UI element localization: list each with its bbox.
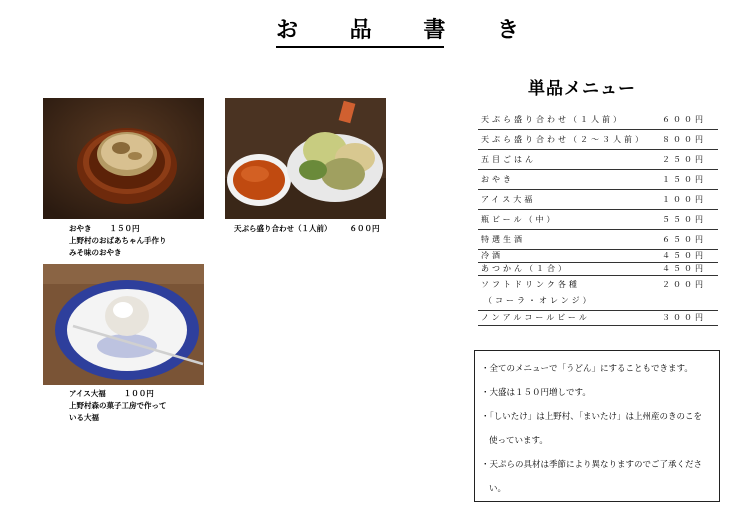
menu-row: [478, 263, 718, 276]
note-item: [481, 381, 713, 405]
menu-item-price: ４５０円: [662, 251, 706, 260]
menu-item-price: ６５０円: [662, 235, 706, 244]
menu-item-price: ４５０円: [662, 264, 706, 273]
menu-item-name: （コーラ・オレンジ）: [484, 296, 594, 305]
menu-item-price: ５５０円: [662, 215, 706, 224]
menu-row: [478, 210, 718, 230]
menu-row: [478, 170, 718, 190]
notes-box: [474, 350, 720, 502]
note-text: ・「しいたけ」は上野村、「まいたけ」は上州産のきのこを: [481, 412, 703, 422]
menu-item-price: ６００円: [662, 115, 706, 124]
menu-row: [478, 190, 718, 210]
tempura-caption: [234, 223, 380, 235]
note-text: ・全てのメニューで「うどん」にすることもできます。: [481, 364, 693, 374]
menu-item-price: ２５０円: [662, 155, 706, 164]
menu-item-name: アイス大福: [481, 195, 536, 204]
oyaki-desc-line: 上野村のおばあちゃん手作り: [69, 236, 167, 245]
oyaki-desc-line: みそ味のおやき: [69, 248, 122, 257]
menu-item-price: ３００円: [662, 313, 706, 322]
menu-item-name: 冷酒: [481, 251, 503, 260]
oyaki-price: １５０円: [109, 224, 140, 233]
note-item: [481, 453, 713, 501]
tempura-price: ６００円: [349, 224, 380, 233]
menu-item-name: おやき: [481, 175, 514, 184]
menu-item-name: 瓶ビール（中）: [481, 215, 558, 224]
menu-item-price: １５０円: [662, 175, 706, 184]
menu-row: [478, 276, 718, 311]
menu-row: [478, 110, 718, 130]
ice-daifuku-photo: [43, 264, 204, 385]
note-item: [481, 357, 713, 381]
oyaki-caption: [69, 223, 167, 259]
menu-row: [478, 150, 718, 170]
ice-daifuku-desc-line: 上野村森の菓子工房で作って: [69, 401, 167, 410]
page-title: お 品 書 き: [276, 16, 444, 48]
menu-row: [478, 230, 718, 250]
menu-row: [478, 250, 718, 263]
ice-daifuku-name: アイス大福: [69, 389, 106, 398]
menu-item-name: あつかん（１合）: [481, 264, 569, 273]
menu-table: [478, 110, 718, 326]
menu-item-name: 五目ごはん: [481, 155, 536, 164]
menu-row: [478, 130, 718, 150]
note-text: ・大盛は１５０円増しです。: [481, 388, 591, 398]
note-text: ・天ぷらの具材は季節により異なりますのでご了承くださ: [481, 460, 703, 470]
menu-item-name: 特選生酒: [481, 235, 525, 244]
menu-item-name: 天ぷら盛り合わせ（１人前）: [481, 115, 624, 124]
menu-item-price: ８００円: [662, 135, 706, 144]
menu-item-name: 天ぷら盛り合わせ（２～３人前）: [481, 135, 646, 144]
oyaki-photo: [43, 98, 204, 219]
ice-daifuku-desc-line: いる大福: [69, 413, 99, 422]
tempura-photo: [225, 98, 386, 219]
oyaki-name: おやき: [69, 224, 92, 233]
menu-item-price: １００円: [662, 195, 706, 204]
note-text-continued: い。: [489, 484, 507, 494]
tempura-name: 天ぷら盛り合わせ（１人前）: [234, 224, 332, 233]
menu-item-price: ２００円: [662, 280, 706, 289]
note-text-continued: 使っています。: [489, 436, 548, 446]
note-item: [481, 405, 713, 453]
ice-daifuku-caption: [69, 388, 167, 424]
ice-daifuku-price: １００円: [123, 389, 154, 398]
menu-item-name: ノンアルコールビール: [481, 313, 590, 322]
menu-heading: 単品メニュー: [528, 79, 636, 99]
menu-row: [478, 311, 718, 326]
menu-item-name: ソフトドリンク各種: [481, 280, 580, 289]
